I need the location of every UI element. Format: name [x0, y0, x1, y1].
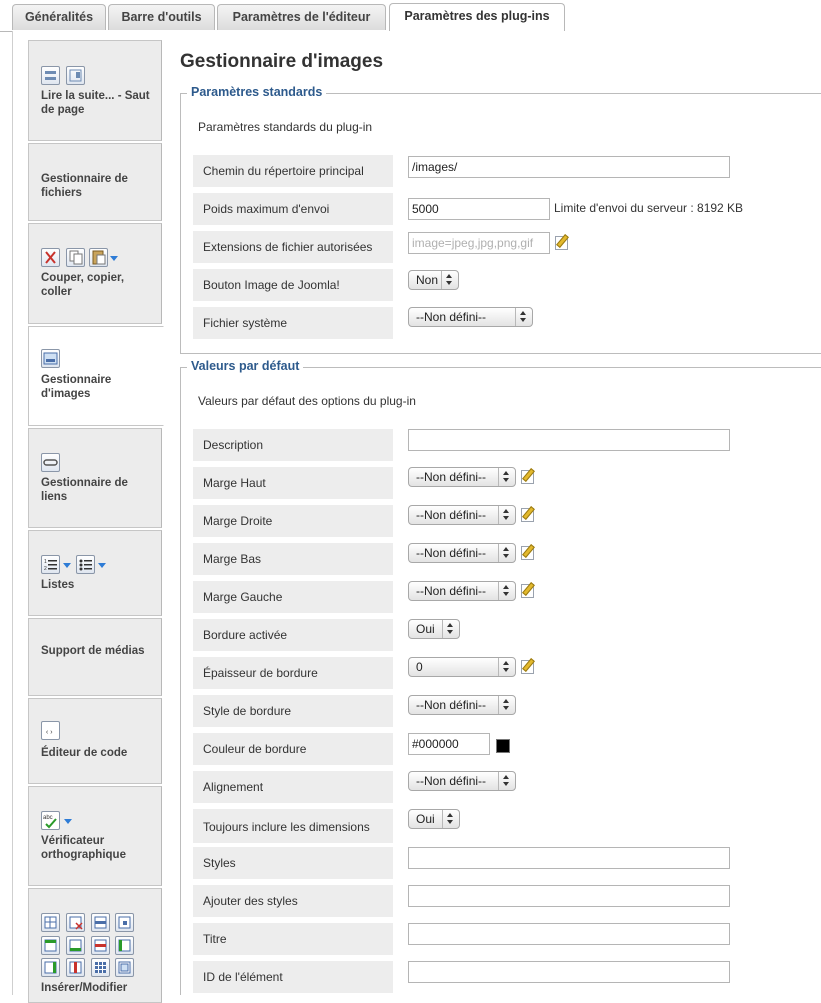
- row-after-icon: [66, 936, 85, 955]
- defaults-legend: Valeurs par défaut: [187, 359, 303, 373]
- tab-editor-settings[interactable]: Paramètres de l'éditeur: [217, 4, 386, 30]
- sidebar-item-label: Lire la suite... - Saut de page: [41, 90, 150, 116]
- tab-plugin-settings[interactable]: Paramètres des plug-ins: [389, 3, 565, 32]
- tab-bar: [0, 0, 821, 32]
- select-arrows-icon: [498, 658, 515, 676]
- sidebar-item-label: Éditeur de code: [41, 747, 128, 759]
- sidebar-item-label: Insérer/Modifier: [41, 982, 128, 994]
- readmore-icon: [41, 66, 60, 85]
- fieldset-border: [180, 353, 821, 354]
- cell-props-icon: [115, 913, 134, 932]
- select-arrows-icon: [498, 468, 515, 486]
- table-insert-icon: [41, 913, 60, 932]
- border-enabled-label: Bordure activée: [193, 619, 393, 651]
- select-value: --Non défini--: [416, 546, 487, 560]
- standard-legend: Paramètres standards: [187, 85, 326, 99]
- filesystem-label: Fichier système: [193, 307, 393, 339]
- sidebar-item-image-manager[interactable]: [28, 326, 164, 426]
- select-arrows-icon: [441, 271, 458, 289]
- element-id-label: ID de l'élément: [193, 961, 393, 993]
- select-value: --Non défini--: [416, 774, 487, 788]
- edit-icon[interactable]: [555, 236, 568, 250]
- sidebar-item-file-manager[interactable]: [28, 143, 162, 221]
- select-value: Oui: [416, 812, 435, 826]
- fieldset-border: [180, 367, 181, 995]
- edit-icon[interactable]: [521, 660, 534, 674]
- margin-top-select[interactable]: [408, 467, 516, 487]
- server-limit-text: Limite d'envoi du serveur : 8192 KB: [554, 201, 744, 215]
- select-value: --Non défini--: [416, 508, 487, 522]
- pagebreak-icon: [66, 66, 85, 85]
- edit-icon[interactable]: [521, 546, 534, 560]
- row-before-icon: [41, 936, 60, 955]
- select-arrows-icon: [498, 582, 515, 600]
- filesystem-select[interactable]: [408, 307, 533, 327]
- select-arrows-icon: [498, 544, 515, 562]
- row-delete-icon: [91, 936, 110, 955]
- add-styles-label: Ajouter des styles: [193, 885, 393, 917]
- edit-icon[interactable]: [521, 508, 534, 522]
- alignment-label: Alignement: [193, 771, 393, 803]
- col-before-icon: [115, 936, 134, 955]
- select-arrows-icon: [515, 308, 532, 326]
- extensions-input[interactable]: image=jpeg,jpg,png,gif: [408, 232, 550, 254]
- select-value: --Non défini--: [416, 698, 487, 712]
- merge-cells-icon: [115, 958, 134, 977]
- sidebar-item-lists[interactable]: [28, 530, 162, 616]
- tab-generalites[interactable]: Généralités: [12, 4, 106, 30]
- chevron-down-icon: [110, 256, 118, 261]
- numbered-list-icon: [41, 555, 60, 574]
- page-title: Gestionnaire d'images: [180, 51, 384, 72]
- border-color-input[interactable]: #000000: [408, 733, 490, 755]
- joomla-button-label: Bouton Image de Joomla!: [193, 269, 393, 301]
- margin-bottom-select[interactable]: [408, 543, 516, 563]
- edit-icon[interactable]: [521, 470, 534, 484]
- add-styles-input[interactable]: [408, 885, 730, 907]
- margin-right-label: Marge Droite: [193, 505, 393, 537]
- max-upload-label: Poids maximum d'envoi: [193, 193, 393, 225]
- sidebar-item-spellcheck[interactable]: [28, 786, 162, 886]
- svg-text:2: 2: [44, 566, 47, 572]
- joomla-button-select[interactable]: [408, 270, 459, 290]
- border-width-select[interactable]: [408, 657, 516, 677]
- color-picker-icon[interactable]: [496, 739, 510, 753]
- description-label: Description: [193, 429, 393, 461]
- svg-text:abc: abc: [43, 815, 53, 821]
- sidebar-item-cut-copy-paste[interactable]: [28, 223, 162, 324]
- max-upload-input[interactable]: 5000: [408, 198, 550, 220]
- col-delete-icon: [66, 958, 85, 977]
- sidebar-item-table[interactable]: [28, 888, 162, 1003]
- defaults-description: Valeurs par défaut des options du plug-in: [198, 394, 416, 408]
- border-enabled-select[interactable]: [408, 619, 460, 639]
- margin-bottom-label: Marge Bas: [193, 543, 393, 575]
- chevron-down-icon: [98, 563, 106, 568]
- sidebar-item-label: Gestionnaire de liens: [41, 477, 128, 503]
- sidebar-item-readmore[interactable]: [28, 40, 162, 141]
- row-props-icon: [91, 913, 110, 932]
- title-label: Titre: [193, 923, 393, 955]
- paste-icon: [89, 248, 108, 267]
- description-input[interactable]: [408, 429, 730, 451]
- root-path-input[interactable]: /images/: [408, 156, 730, 178]
- chevron-down-icon: [63, 563, 71, 568]
- select-value: Non: [416, 273, 439, 287]
- sidebar-item-label: Vérificateur orthographique: [41, 835, 126, 861]
- root-path-label: Chemin du répertoire principal: [193, 155, 393, 187]
- border-color-label: Couleur de bordure: [193, 733, 393, 765]
- sidebar-item-label: Support de médias: [41, 645, 145, 657]
- margin-left-label: Marge Gauche: [193, 581, 393, 613]
- border-width-label: Épaisseur de bordure: [193, 657, 393, 689]
- sidebar-item-code-editor[interactable]: [28, 698, 162, 784]
- margin-right-select[interactable]: [408, 505, 516, 525]
- select-value: Oui: [416, 622, 435, 636]
- select-value: 0: [416, 660, 423, 674]
- extensions-label: Extensions de fichier autorisées: [193, 231, 393, 263]
- cut-icon: [41, 248, 60, 267]
- sidebar-item-label: Gestionnaire d'images: [41, 374, 112, 400]
- sidebar-item-label: Couper, copier, coller: [41, 272, 125, 298]
- select-arrows-icon: [442, 810, 459, 828]
- select-value: --Non défini--: [416, 584, 487, 598]
- sidebar-item-label: Gestionnaire de fichiers: [41, 173, 128, 199]
- select-arrows-icon: [498, 696, 515, 714]
- table-delete-icon: [66, 913, 85, 932]
- select-value: --Non défini--: [416, 310, 487, 324]
- copy-icon: [66, 248, 85, 267]
- fieldset-border: [180, 93, 181, 353]
- svg-text:‹›: ‹›: [45, 729, 54, 737]
- sidebar-item-label: Listes: [41, 579, 75, 591]
- margin-top-label: Marge Haut: [193, 467, 393, 499]
- select-arrows-icon: [498, 506, 515, 524]
- always-dimensions-label: Toujours inclure les dimensions: [193, 809, 393, 843]
- select-arrows-icon: [442, 620, 459, 638]
- col-after-icon: [41, 958, 60, 977]
- standard-description: Paramètres standards du plug-in: [198, 120, 373, 134]
- element-id-input[interactable]: [408, 961, 730, 983]
- styles-input[interactable]: [408, 847, 730, 869]
- split-cells-icon: [91, 958, 110, 977]
- link-icon: [41, 453, 60, 472]
- source-code-icon: [41, 721, 60, 740]
- bullet-list-icon: [76, 555, 95, 574]
- title-input[interactable]: [408, 923, 730, 945]
- tab-toolbar[interactable]: Barre d'outils: [108, 4, 215, 30]
- svg-text:1: 1: [44, 559, 47, 565]
- chevron-down-icon: [64, 819, 72, 824]
- alignment-select[interactable]: [408, 771, 516, 791]
- sidebar-item-media[interactable]: [28, 618, 162, 696]
- spellcheck-icon: [41, 811, 60, 830]
- sidebar-item-link-manager[interactable]: [28, 428, 162, 528]
- image-manager-icon: [41, 349, 60, 368]
- styles-label: Styles: [193, 847, 393, 879]
- edit-icon[interactable]: [521, 584, 534, 598]
- border-style-select[interactable]: [408, 695, 516, 715]
- select-value: --Non défini--: [416, 470, 487, 484]
- margin-left-select[interactable]: [408, 581, 516, 601]
- select-arrows-icon: [498, 772, 515, 790]
- always-dimensions-select[interactable]: [408, 809, 460, 829]
- border-style-label: Style de bordure: [193, 695, 393, 727]
